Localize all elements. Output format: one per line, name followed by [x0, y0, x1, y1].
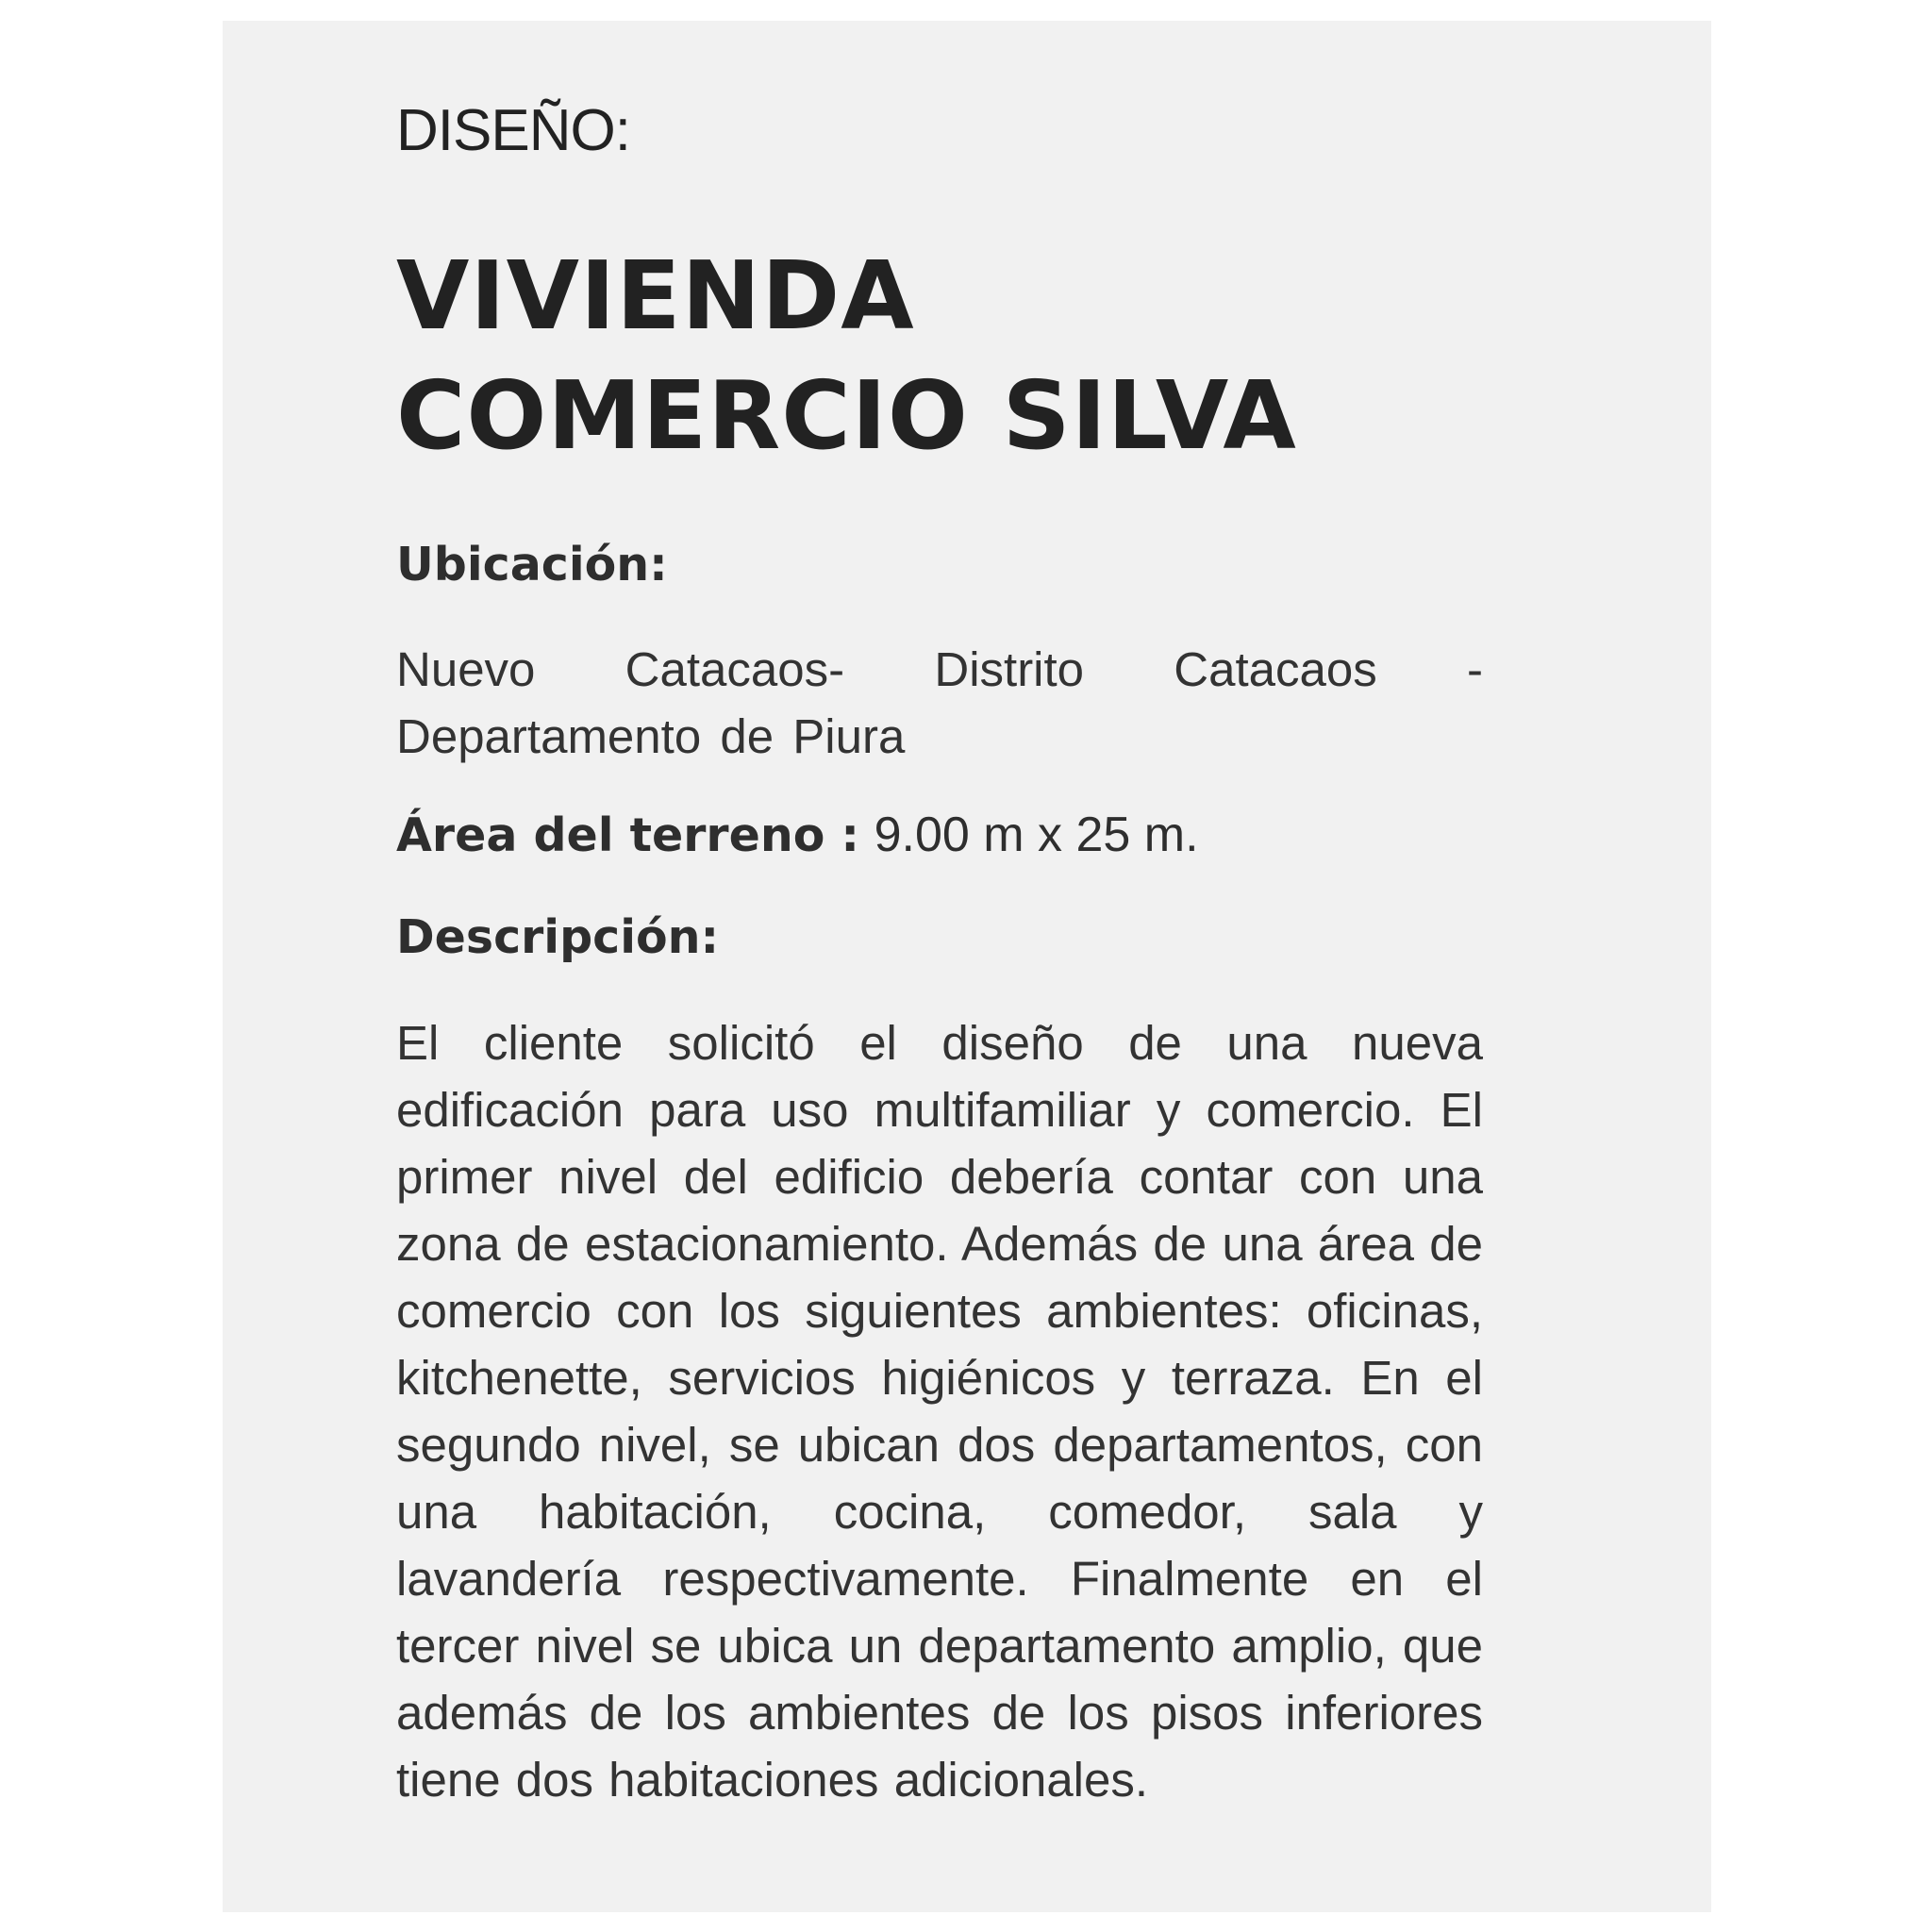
project-title — [396, 236, 1297, 475]
land-area-label: Área del terreno : — [396, 808, 860, 862]
project-title-line-1: VIVIENDA — [396, 241, 915, 351]
project-title-line-2: COMERCIO SILVA — [396, 360, 1297, 471]
land-area-value: 9.00 m x 25 m. — [874, 808, 1199, 862]
location-label: Ubicación: — [396, 538, 668, 591]
location-text: Nuevo Catacaos- Distrito Catacaos - Departamento de Piura — [396, 642, 1483, 763]
description-label: Descripción: — [396, 910, 720, 964]
land-area-line — [396, 806, 1199, 864]
design-kicker: DISEÑO: — [396, 98, 630, 163]
description-text: El cliente solicitó el diseño de una nueva edificación para uso multifamiliar y comercio. El primer nivel del edificio debería contar con una zona de estacionamiento. Además de una área de comercio con los siguientes ambientes: oficinas, kitchenette, servicios higiénicos y terraza. En el segundo nivel, se ubican dos departamentos, con una habitación, cocina, comedor, sala y lavandería respectivamente. Finalmente en el tercer nivel se ubica un departamento amplio, que además de los ambientes de los pisos inferiores tiene dos habitaciones adicionales. — [396, 1016, 1483, 1807]
project-card — [223, 21, 1711, 1912]
